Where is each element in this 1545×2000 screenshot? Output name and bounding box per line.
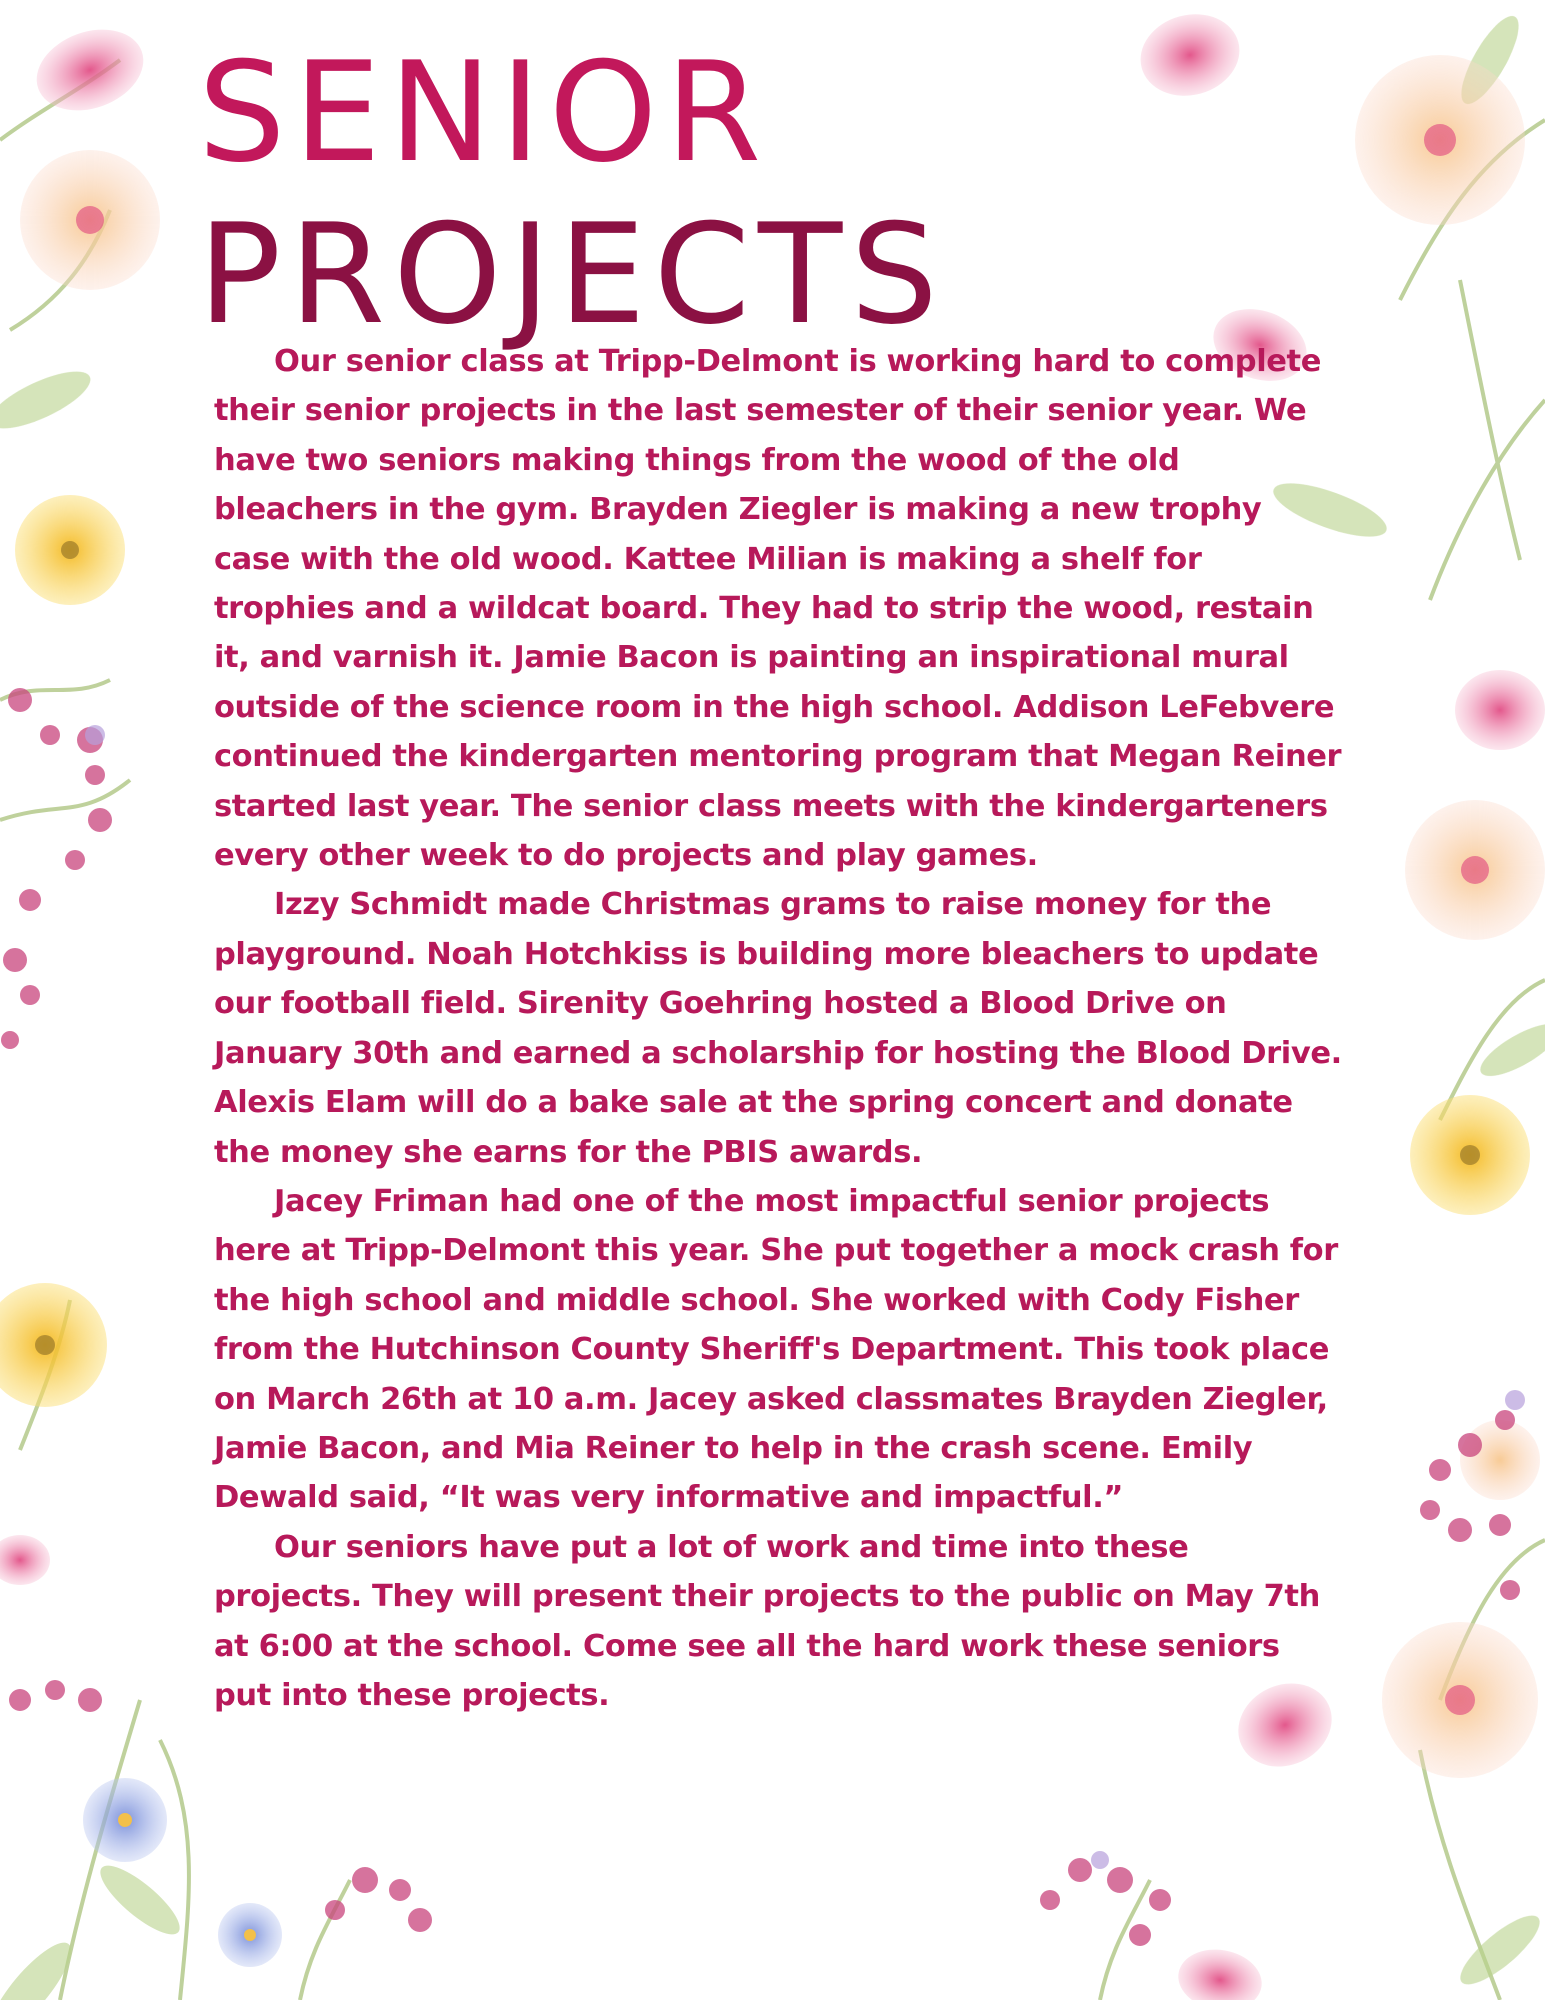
title-line-senior: SENIOR bbox=[198, 32, 770, 193]
article-body bbox=[214, 337, 1344, 1720]
article-paragraph: Jacey Friman had one of the most impactful senior projects here at Tripp-Delmont this year. She put together a mock crash for the high school and middle school. She worked with Cody Fisher from the Hutchinson County Sheriff's Department. This took place on March 26th at 10 a.m. Jacey asked classmates Brayden Ziegler, Jamie Bacon, and Mia Reiner to help in the crash scene. Emily Dewald said, “It was very informative and impactful.” bbox=[214, 1183, 1338, 1516]
title-line-projects: PROJECTS bbox=[198, 194, 946, 355]
article-paragraph: Izzy Schmidt made Christmas grams to raise money for the playground. Noah Hotchkiss is building more bleachers to update our football field. Sirenity Goehring hosted a Blood Drive on January 30th and earned a scholarship for hosting the Blood Drive. Alexis Elam will do a bake sale at the spring concert and donate the money she earns for the PBIS awards. bbox=[214, 887, 1342, 1170]
article-paragraph: Our senior class at Tripp-Delmont is working hard to complete their senior projects in the last semester of their senior year. We have two seniors making things from the wood of the old bleachers in the gym. Brayden Ziegler is making a new trophy case with the old wood. Kattee Milian is making a shelf for trophies and a wildcat board. They had to strip the wood, restain it, and varnish it. Jamie Bacon is painting an inspirational mural outside of the science room in the high school. Addison LeFebvere continued the kindergarten mentoring program that Megan Reiner started last year. The senior class meets with the kindergarteners every other week to do projects and play games. bbox=[214, 344, 1342, 874]
article-paragraph: Our seniors have put a lot of work and time into these projects. They will present their projects to the public on May 7th at 6:00 at the school. Come see all the hard work these seniors put into these projects. bbox=[214, 1529, 1320, 1713]
